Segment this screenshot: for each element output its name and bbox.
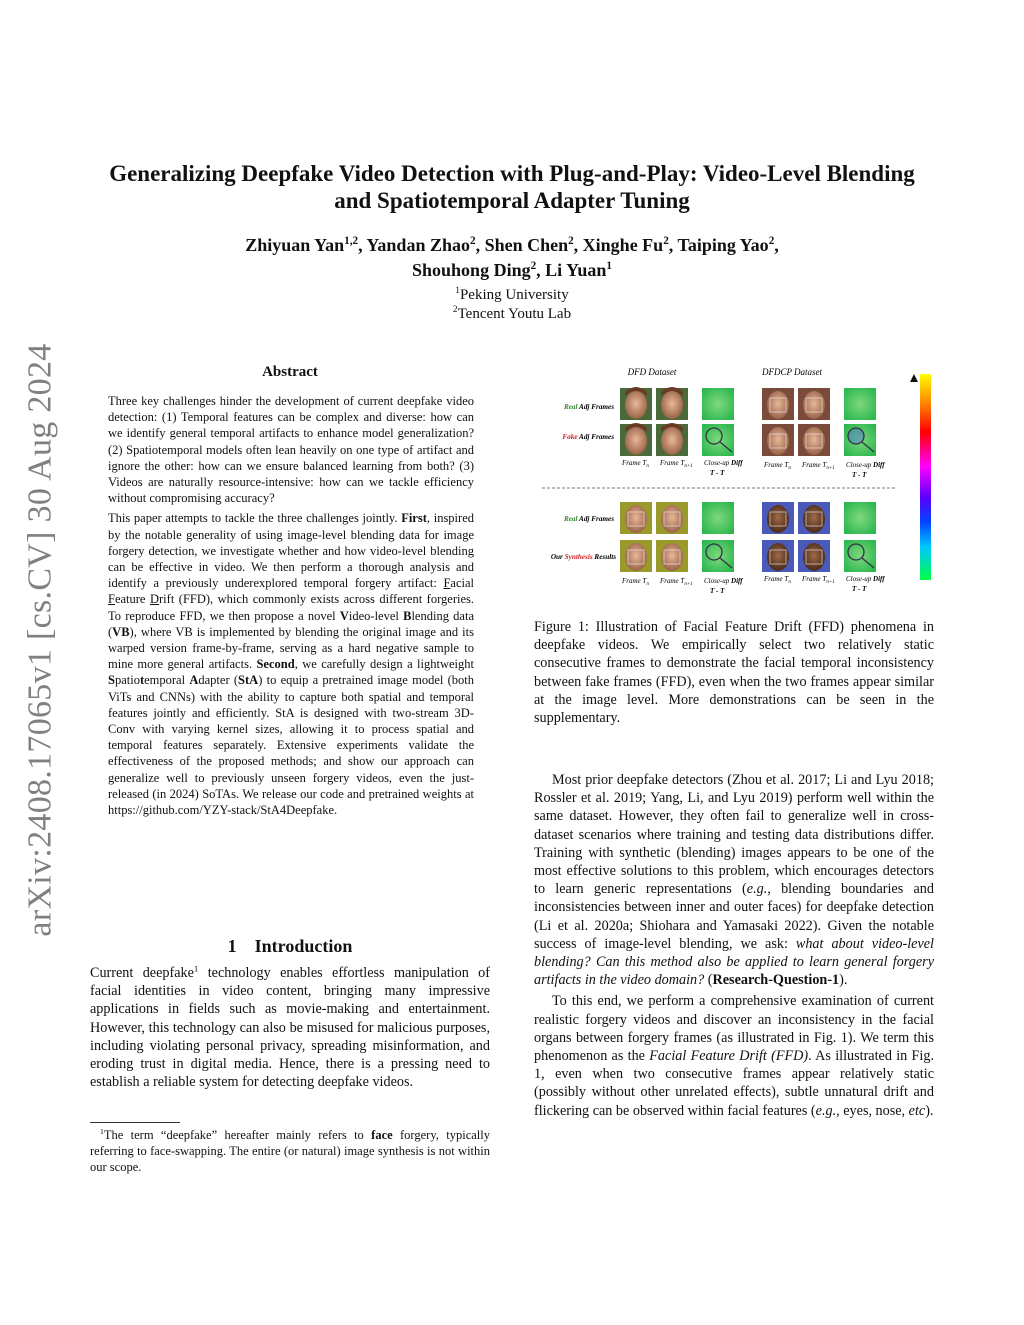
dfdcp-fake-frame-n (762, 424, 794, 456)
affil-sup: 2 (452, 305, 458, 315)
col-label: Frame $T_n$ (622, 577, 649, 587)
figure-1-graphic (534, 362, 934, 600)
author-affil-sup: 1,2 (344, 235, 359, 247)
title-line-1: Generalizing Deepfake Video Detection with Plug-and-Play: Video-Level Blending (109, 161, 915, 186)
paper-title (80, 160, 944, 214)
col-label: Frame $T_n$ (622, 459, 649, 469)
abstract-heading: Abstract (262, 364, 318, 380)
introduction-body (90, 964, 490, 1091)
col-label: Frame $T_{n+1}$ (660, 459, 693, 469)
col-label: Frame $T_{n+1}$ (660, 577, 693, 587)
dfd-real-frame-n1 (656, 387, 688, 420)
dfd-real-frame-n (620, 387, 652, 420)
dfdcp-synth-frame-n1 (798, 540, 830, 572)
footnote-text: $^1$The term “deepfake” hereafter mainly refers to face forgery, typically referring to face-swapping. The entire (or natural) image synthesis is not within our scope. (90, 1126, 490, 1174)
col-label: Frame $T_{n+1}$ (802, 461, 835, 471)
dfdcp-real2-frame-n1 (798, 502, 830, 534)
col-label: Close-up Diff (704, 577, 743, 585)
affiliations (80, 286, 944, 324)
section-heading-introduction (90, 936, 490, 957)
dfd-synth-frame-n (620, 540, 652, 572)
author-name: Taiping Yao (677, 235, 769, 255)
dfdcp-real2-diff (844, 502, 876, 534)
author-affil-sup: 2 (530, 260, 537, 272)
col-label: Frame $T_n$ (764, 461, 791, 471)
caption-text: Figure 1: Illustration of Facial Feature Drift (FFD) phenomena in deepfake videos. We empirically select two relatively static consecutive frames to demonstrate the facial temporal inconsistency between fake frames (FFD), even when the two frames appear similar at the image level. More demonstrations can be seen in the supplementary. (534, 619, 934, 727)
col-label: Frame $T_{n+1}$ (802, 575, 835, 585)
author-affil-sup: 2 (768, 235, 775, 247)
author-sep: , (536, 260, 546, 280)
col-label: T - T (852, 585, 867, 593)
right-paragraph-2: To this end, we perform a comprehensive examination of current realistic forgery videos and discover an inconsistency in the facial organs between forgery frames (as illustrated in Fig. 1). We term this phenomenon as the Facial Feature Drift (FFD). As illustrated in Fig. 1, even when two consecutive frames appear relatively static (possibly without other unrelated effects), subtle unnatural drift and flickering can be observed within facial features (e.g., eyes, nose, etc). (534, 993, 934, 1119)
author-name: Xinghe Fu (582, 235, 664, 255)
column-labels-top (621, 459, 885, 479)
dfd-real-diff (702, 388, 734, 420)
abstract-paragraph-2: This paper attempts to tackle the three challenges jointly. First, inspired by the notable generality of using image-level blending data for image forgery detection, we investigate whether and how video-level blending can be effective in video. We then perform a thorough analysis and identify a previously underexplored temporal forgery artifact: Facial Feature Drift (FFD), which commonly exists across different forgeries. To reproduce FFD, we then propose a novel Video-level Blending data (VB), where VB is implemented by blending the original image and its warped version frame-by-frame, serving as a hard negative sample to mine more general artifacts. Second, we carefully design a lightweight Spatiotemporal Adapter (StA) to equip a pretrained image model (both ViTs and CNNs) with the ability to capture both spatial and temporal features jointly and efficiently. StA is designed with two-stream 3D-Conv with varying kernel sizes, allowing it to process spatial and temporal features separately. Extensive experiments validate the effectiveness of the proposed methods; and show our approach can generalize well to previously unseen forgery videos, even the just-released (in 2024) SoTAs. We release our code and pretrained weights at https://github.com/YZY-stack/StA4Deepfake. (108, 511, 474, 818)
dfd-synth-diff (702, 540, 734, 572)
dfd-real2-diff (702, 502, 734, 534)
col-label: Close-up Diff (704, 459, 743, 467)
author-affil-sup: 2 (663, 235, 669, 247)
row-label-fake: Fake Adj Frames (562, 433, 614, 441)
right-paragraph-1: Most prior deepfake detectors (Zhou et al. 2017; Li and Lyu 2018; Rossler et al. 2019; Yang, Li, and Lyu 2019) perform well within the same dataset. However, they often fail to generalize well in cross-dataset scenarios where training and testing data distributions differ. Training with synthetic (blending) images appears to be one of the most effective solutions to this problem, which encourages detectors to learn generic representations (e.g., blending boundaries and inconsistencies between inner and outer faces) for deepfake detection (Li et al. 2020a; Shiohara and Yamasaki 2022). Given the notable success of image-level blending, we ask: what about video-level blending? Can this method also be applied to learn general forgery artifacts in the video domain? (Research-Question-1). (534, 772, 934, 989)
author-line-1 (80, 233, 944, 258)
dfdcp-real2-frame-n (762, 502, 794, 534)
author-sep: , (774, 235, 779, 255)
dfd-fake-diff (702, 424, 734, 456)
colorbar-arrow-icon (910, 374, 918, 382)
col-label: T - T (710, 587, 725, 595)
author-sep: , (573, 235, 583, 255)
author-affil-sup: 1 (606, 260, 612, 272)
col-label: Close-up Diff (846, 575, 885, 583)
footnote-rule (90, 1122, 180, 1123)
dfdcp-real-frame-n (762, 388, 794, 420)
arxiv-side-id (10, 343, 72, 937)
dfd-real2-frame-n1 (656, 502, 688, 534)
section-heading-text: 1 Introduction (227, 936, 353, 956)
figure-1-caption (534, 618, 934, 727)
author-affil-sup: 2 (568, 235, 574, 247)
author-name: Yandan Zhao (366, 235, 470, 255)
author-name: Zhiyuan Yan (245, 235, 345, 255)
dfdcp-real-diff (844, 388, 876, 420)
author-name: Shouhong Ding (412, 260, 531, 280)
dataset-label-dfd: DFD Dataset (627, 367, 677, 377)
arxiv-id-text: arXiv:2408.17065v1 [cs.CV] 30 Aug 2024 (22, 343, 60, 937)
author-name: Shen Chen (484, 235, 569, 255)
dfd-fake-frame-n1 (656, 423, 688, 456)
right-column-body (534, 771, 934, 1123)
col-label: Close-up Diff (846, 461, 885, 469)
affil-name: Peking University (459, 287, 569, 303)
author-sep: , (668, 235, 678, 255)
author-list (80, 233, 944, 283)
dfdcp-fake-frame-n1 (798, 424, 830, 456)
intro-paragraph-1: Current deepfake$^1$ technology enables effortless manipulation of facial identities in video content, bringing many impressive applications in fields such as movie-making and entertainment. However, this technology can also be misused for malicious purposes, including violating personal privacy, spreading misinformation, and eroding trust in digital media. Hence, there is a pressing need to establish a reliable system for detecting deepfake videos. (90, 963, 490, 1091)
dfd-real2-frame-n (620, 502, 652, 534)
affiliation-2 (80, 305, 944, 324)
abstract-body (108, 393, 474, 822)
col-label: T - T (710, 469, 725, 477)
dataset-label-dfdcp: DFDCP Dataset (761, 367, 823, 377)
author-sep: , (475, 235, 485, 255)
row-label-real-2: Real Adj Frames (563, 515, 614, 523)
author-sep: , (358, 235, 367, 255)
dfd-synth-frame-n1 (656, 540, 688, 572)
col-label: Frame $T_n$ (764, 575, 791, 585)
affil-name: Tencent Youtu Lab (457, 306, 572, 322)
abstract-paragraph-1: Three key challenges hinder the development of current deepfake video detection: (1) Temporal features can be complex and diverse: how can we identify general temporal artifacts to enhance model generalization? (2) Spatiotemporal models often lean heavily on one type of artifact and ignore the other: how can we ensure balanced learning from both? (3) Videos are naturally resource-intensive: how can we tackle efficiency without compromising accuracy? (108, 394, 474, 506)
author-line-2 (80, 258, 944, 283)
dfdcp-synth-frame-n (762, 540, 794, 572)
colorbar (920, 374, 931, 580)
row-label-synthesis: Our Synthesis Results (550, 553, 616, 561)
affil-sup: 1 (455, 286, 460, 296)
affiliation-1 (80, 286, 944, 305)
column-labels-bottom (621, 575, 885, 595)
dfdcp-real-frame-n1 (798, 388, 830, 420)
col-label: T - T (852, 471, 867, 479)
figure-1 (534, 362, 934, 600)
author-affil-sup: 2 (469, 235, 476, 247)
title-line-2: and Spatiotemporal Adapter Tuning (334, 188, 690, 213)
dfd-fake-frame-n (620, 423, 652, 456)
footnote (90, 1127, 490, 1175)
author-name: Li Yuan (545, 260, 607, 280)
dfdcp-fake-diff (844, 424, 876, 456)
row-label-real-1: Real Adj Frames (563, 403, 614, 411)
dfdcp-synth-diff (844, 540, 876, 572)
